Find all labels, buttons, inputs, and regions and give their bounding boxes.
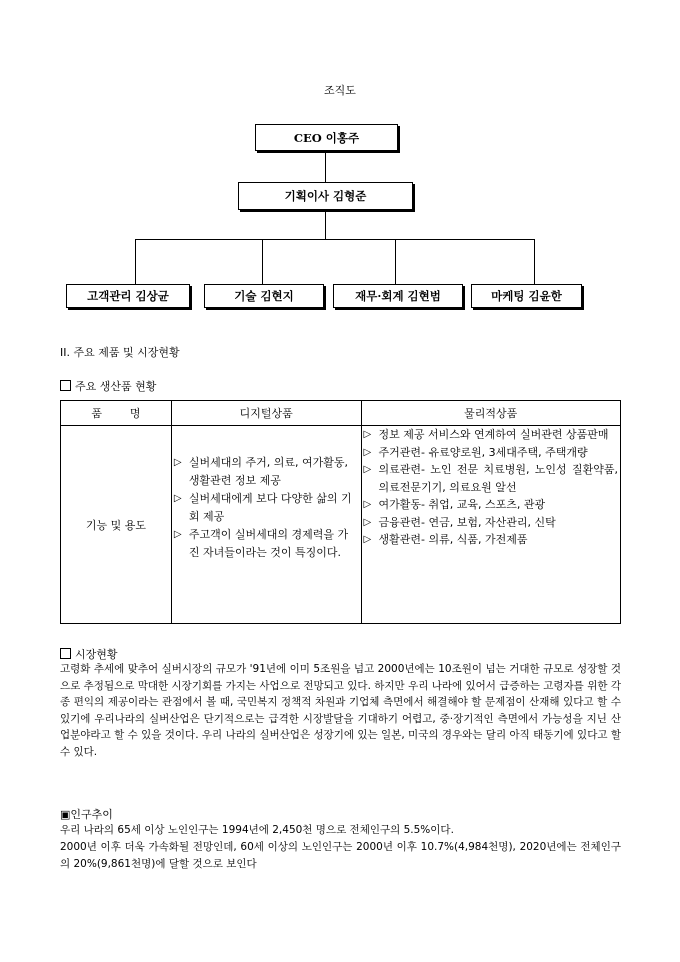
list-item: ▷ 실버세대에게 보다 다양한 삶의 기회 제공 xyxy=(174,490,355,526)
products-heading xyxy=(60,378,156,394)
list-item: ▷ 의료관련- 노인 전문 치료병원, 노인성 질환약품, 의료전문기기, 의료요원 알선 xyxy=(364,461,619,496)
table-header-row xyxy=(61,401,621,426)
page-title: 조직도 xyxy=(324,84,356,97)
list-item: ▷ 생활관련- 의류, 식품, 가전제품 xyxy=(364,531,619,549)
population-line-2: 2000년 이후 더욱 가속화될 전망인데, 60세 이상의 노인인구는 2000년 이후 10.7%(4,984천명), 2020년에는 전체인구의 20%(9,861천명)에 달할 것으로 보인다 xyxy=(60,841,621,870)
checkbox-square-icon xyxy=(60,380,71,391)
list-item: ▷ 실버세대의 주거, 의료, 여가활동, 생활관련 정보 제공 xyxy=(174,454,355,490)
list-item: ▷ 금융관련- 연금, 보험, 자산관리, 신탁 xyxy=(364,514,619,532)
section-heading: II. 주요 제품 및 시장현황 xyxy=(60,346,180,359)
org-connector-director xyxy=(325,209,326,239)
physical-list xyxy=(364,426,619,549)
list-item: ▷ 정보 제공 서비스와 연계하여 실버관련 상품판매 xyxy=(364,426,619,444)
org-dept-box: 마케팅 김윤한 xyxy=(471,284,582,308)
org-dept-box: 재무·회계 김현범 xyxy=(333,284,463,308)
population-line-1: 우리 나라의 65세 이상 노인인구는 1994년에 2,450천 명으로 전체인구의 5.5%이다. xyxy=(60,824,454,836)
digital-list xyxy=(174,454,355,562)
market-paragraph: 고령화 추세에 맞추어 실버시장의 규모가 '91년에 이미 5조원을 넘고 2000년에는 10조원이 넘는 거대한 규모로 성장할 것으로 추정됨으로 막대한 시장기회를 가지는 사업으로 전망되고 있다. 하지만 우리 나라에 있어서 급증하는 고령자를 위한 각종 편익의 제공이라는 관점에서 볼 때, 국민복지 정책적 차원과 기업체 측면에서 해결해야 할 문제점이 산재해 있다고 할 수 있기에 우리나라의 실버산업은 단기적으로는 급격한 시장발달을 기대하기 어렵고, 중·장기적인 측면에서 가능성을 지닌 산업분야라고 할 수 있을 것이다. 우리 나라의 실버산업은 성장기에 있는 일본, 미국의 경우와는 달리 아직 태동기에 있다고 할 수 있다. xyxy=(60,663,621,758)
list-item: ▷ 주고객이 실버세대의 경제력을 가진 자녀들이라는 것이 특징이다. xyxy=(174,526,355,562)
org-drop-1 xyxy=(135,239,136,284)
physical-cell xyxy=(361,426,621,624)
list-item: ▷ 여가활동- 취업, 교육, 스포츠, 관광 xyxy=(364,496,619,514)
digital-cell xyxy=(171,426,361,624)
products-heading-text: 주요 생산품 현황 xyxy=(75,380,157,393)
col-header-physical: 물리적상품 xyxy=(361,401,621,426)
row-label: 기능 및 용도 xyxy=(61,426,172,624)
org-horizontal-bar xyxy=(135,239,534,240)
org-dept-box: 고객관리 김상균 xyxy=(66,284,190,308)
population-heading: ▣인구추이 xyxy=(60,808,113,821)
checkbox-square-icon xyxy=(60,648,71,659)
org-connector-ceo xyxy=(325,150,326,182)
list-item: ▷ 주거관련- 유료양로원, 3세대주택, 주택개량 xyxy=(364,444,619,462)
products-table xyxy=(60,400,621,624)
org-dept-box: 기술 김현지 xyxy=(204,284,324,308)
org-ceo-box: CEO 이홍주 xyxy=(255,124,398,151)
market-heading-text: 시장현황 xyxy=(75,648,118,661)
org-drop-3 xyxy=(395,239,396,284)
col-header-name: 품 명 xyxy=(61,401,172,426)
table-row xyxy=(61,426,621,624)
org-director-box: 기획이사 김형준 xyxy=(238,182,413,210)
org-drop-4 xyxy=(534,239,535,284)
col-header-digital: 디지털상품 xyxy=(171,401,361,426)
org-drop-2 xyxy=(262,239,263,284)
market-heading xyxy=(60,646,118,662)
